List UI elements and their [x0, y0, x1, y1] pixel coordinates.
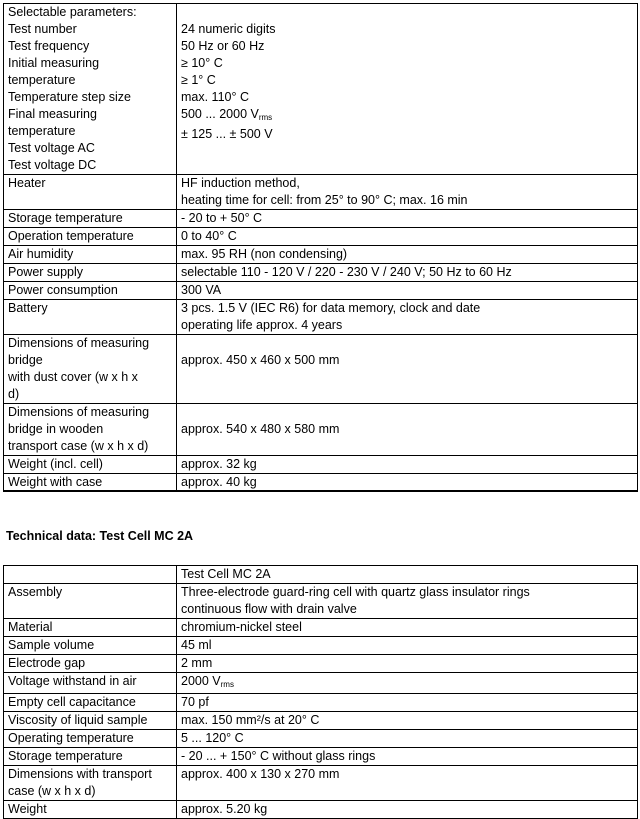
row-label: Heater [4, 175, 177, 210]
row-value [177, 584, 638, 619]
table-row [4, 246, 638, 264]
label-line: Temperature step size [8, 90, 131, 104]
row-value: max. 150 mm²/s at 20° C [177, 712, 638, 730]
section-heading: Technical data: Test Cell MC 2A [6, 529, 194, 543]
row-value: 45 ml [177, 637, 638, 655]
label-line: Dimensions with transport [8, 767, 152, 781]
label-line: Test voltage AC [8, 141, 95, 155]
row-label: Sample volume [4, 637, 177, 655]
row-label: Battery [4, 300, 177, 335]
label-line: Dimensions of measuring [8, 405, 150, 419]
label-line: bridge [8, 353, 43, 367]
value-line: heating time for cell: from 25° to 90° C; max. 16 min [181, 193, 468, 207]
label-line: with dust cover (w x h x [8, 370, 138, 384]
table-row [4, 282, 638, 300]
row-value: approx. 5.20 kg [177, 801, 638, 819]
specs-table [3, 3, 638, 492]
table-row [4, 300, 638, 335]
label-line: transport case (w x h x d) [8, 439, 149, 453]
final-temp-value: 500 ... 2000 V [181, 107, 259, 121]
row-label: Electrode gap [4, 655, 177, 673]
value-line: continuous flow with drain valve [181, 602, 357, 616]
row-label: Power supply [4, 264, 177, 282]
value-line: HF induction method, [181, 176, 300, 190]
label-line: Test voltage DC [8, 158, 97, 172]
row-label: Assembly [4, 584, 177, 619]
table-row [4, 456, 638, 474]
table-row [4, 730, 638, 748]
value-line: Three-electrode guard-ring cell with quartz glass insulator rings [181, 585, 530, 599]
label-line: Selectable parameters: [8, 5, 137, 19]
value-line: 50 Hz or 60 Hz [181, 39, 265, 53]
table-row [4, 264, 638, 282]
row-label: Operating temperature [4, 730, 177, 748]
row-value [177, 335, 638, 404]
row-label: Storage temperature [4, 210, 177, 228]
table-row [4, 584, 638, 619]
row-label: Air humidity [4, 246, 177, 264]
row-label: Storage temperature [4, 748, 177, 766]
row-value: 70 pf [177, 694, 638, 712]
table-row [4, 655, 638, 673]
table-row [4, 566, 638, 584]
value-line: ± 125 ... ± 500 V [181, 127, 273, 141]
row-value: approx. 32 kg [177, 456, 638, 474]
row-label: Material [4, 619, 177, 637]
row-label: Voltage withstand in air [4, 673, 177, 694]
table-row [4, 766, 638, 801]
row-value: - 20 to + 50° C [177, 210, 638, 228]
label-line: temperature [8, 124, 76, 138]
label-line: Test frequency [8, 39, 90, 53]
row-value [177, 404, 638, 456]
label-line: Initial measuring [8, 56, 100, 70]
label-line: case (w x h x d) [8, 784, 96, 798]
test-cell-table [3, 565, 638, 819]
row-value: 5 ... 120° C [177, 730, 638, 748]
table-row [4, 175, 638, 210]
value-line: 24 numeric digits [181, 22, 276, 36]
table-row [4, 619, 638, 637]
column-header: Test Cell MC 2A [177, 566, 638, 584]
value-line: 3 pcs. 1.5 V (IEC R6) for data memory, clock and date [181, 301, 481, 315]
row-label: Weight with case [4, 474, 177, 492]
label-line: d) [8, 387, 20, 401]
table-row [4, 228, 638, 246]
label-line: bridge in wooden [8, 422, 104, 436]
table-row [4, 748, 638, 766]
row-value: chromium-nickel steel [177, 619, 638, 637]
row-label [4, 404, 177, 456]
header-empty-cell [4, 566, 177, 584]
value-line: approx. 540 x 480 x 580 mm [181, 422, 340, 436]
table-row [4, 801, 638, 819]
row-label: Weight (incl. cell) [4, 456, 177, 474]
row-label: Viscosity of liquid sample [4, 712, 177, 730]
value-line: ≥ 10° C [181, 56, 223, 70]
table-row [4, 694, 638, 712]
table-row [4, 637, 638, 655]
row-value: 0 to 40° C [177, 228, 638, 246]
label-line: Final measuring [8, 107, 97, 121]
value-line: operating life approx. 4 years [181, 318, 343, 332]
row-label: Weight [4, 801, 177, 819]
row-value: - 20 ... + 150° C without glass rings [177, 748, 638, 766]
table-row [4, 712, 638, 730]
table-row [4, 4, 638, 175]
value-line: ≥ 1° C [181, 73, 216, 87]
value-line: max. 110° C [181, 90, 249, 104]
row-value: approx. 40 kg [177, 474, 638, 492]
row-value: approx. 400 x 130 x 270 mm [177, 766, 638, 801]
selectable-labels-cell [4, 4, 177, 175]
row-value: 2 mm [177, 655, 638, 673]
row-label [4, 335, 177, 404]
row-value: selectable 110 - 120 V / 220 - 230 V / 240 V; 50 Hz to 60 Hz [177, 264, 638, 282]
row-label [4, 766, 177, 801]
table-row [4, 335, 638, 404]
label-line: temperature [8, 73, 76, 87]
row-label: Empty cell capacitance [4, 694, 177, 712]
label-line: Dimensions of measuring [8, 336, 150, 350]
table-row [4, 673, 638, 694]
voltage-value: 2000 V [181, 674, 221, 688]
row-label: Operation temperature [4, 228, 177, 246]
label-line: Test number [8, 22, 77, 36]
value-line [181, 106, 633, 126]
value-line: approx. 450 x 460 x 500 mm [181, 353, 340, 367]
row-value: max. 95 RH (non condensing) [177, 246, 638, 264]
table-frame-bottom [3, 476, 638, 491]
table-row [4, 210, 638, 228]
table-row [4, 404, 638, 456]
row-value [177, 175, 638, 210]
row-value [177, 673, 638, 694]
selectable-values-cell [177, 4, 638, 175]
row-value [177, 300, 638, 335]
row-label: Power consumption [4, 282, 177, 300]
row-value: 300 VA [177, 282, 638, 300]
rms-subscript: rms [220, 680, 234, 689]
rms-subscript: rms [258, 113, 273, 122]
